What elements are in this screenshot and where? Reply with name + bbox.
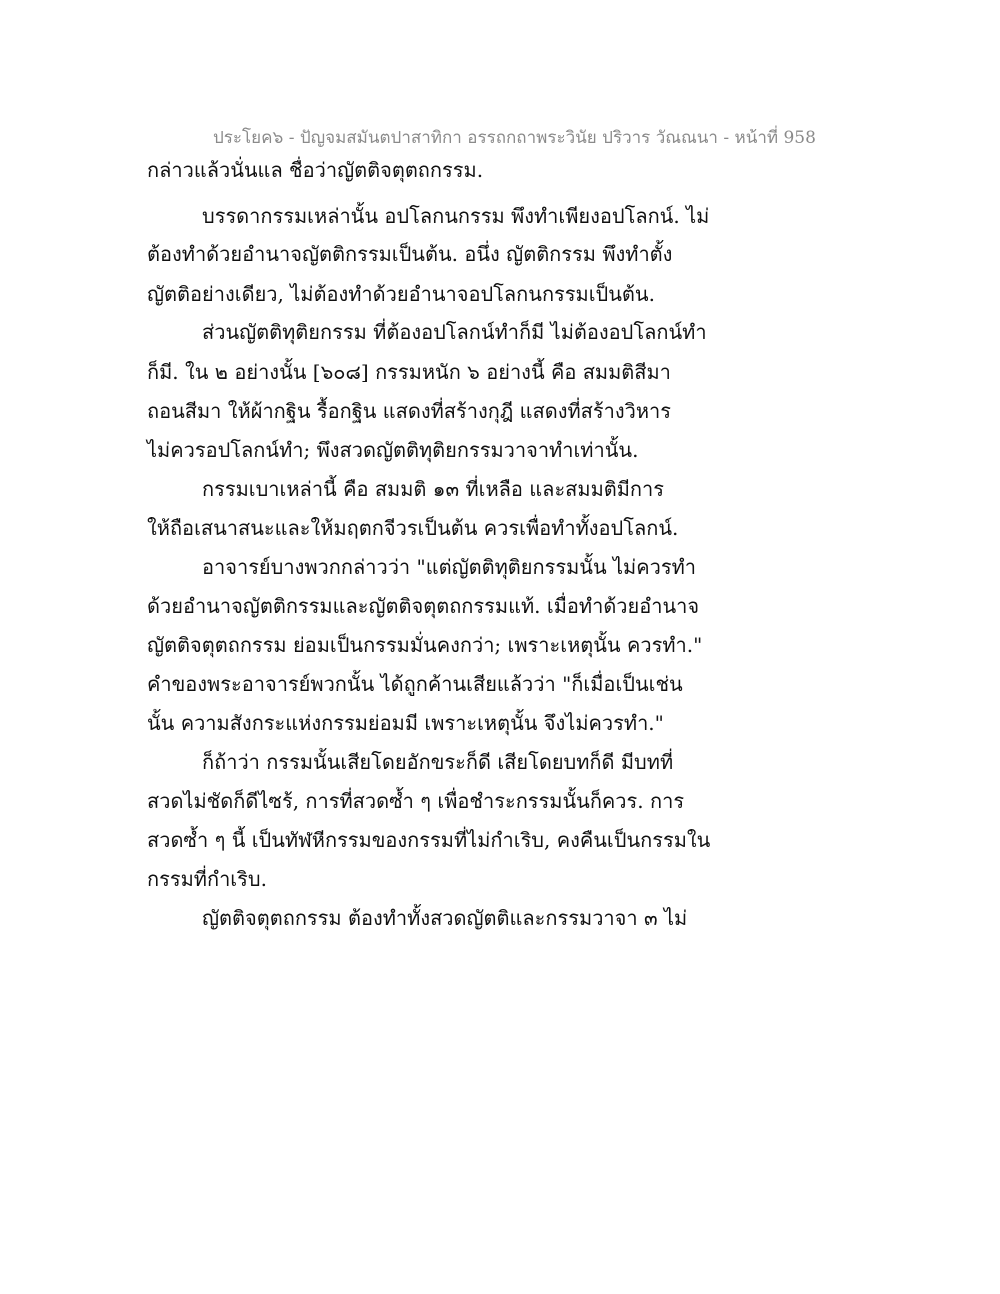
text-line: กล่าวแล้วนั่นแล ชื่อว่าญัตติจตุตถกรรม. <box>147 158 484 182</box>
text-line: ต้องทำด้วยอำนาจญัตติกรรมเป็นต้น. อนึ่ง ญัตติกรรม พึงทำตั้ง <box>147 242 673 266</box>
paragraph-first-line: บรรดากรรมเหล่านั้น อปโลกนกรรม พึงทำเพียงอปโลกน์. ไม่ <box>202 204 710 228</box>
text-line: กรรมที่กำเริบ. <box>147 867 267 891</box>
text-line: ก็มี. ใน ๒ อย่างนั้น [๖๐๘] กรรมหนัก ๖ อย่างนี้ คือ สมมติสีมา <box>147 360 671 384</box>
text-line: สวดซ้ำ ๆ นี้ เป็นทัฬหีกรรมของกรรมที่ไม่กำเริบ, คงคืนเป็นกรรมใน <box>147 828 711 852</box>
page-header: ประโยค๖ - ปัญจมสมันตปาสาทิกา อรรถกถาพระวินัย ปริวาร วัณณนา - หน้าที่ 958 <box>213 128 816 148</box>
paragraph-first-line: ญัตติจตุตถกรรม ต้องทำทั้งสวดญัตติและกรรมวาจา ๓ ไม่ <box>202 906 688 930</box>
text-line: ด้วยอำนาจญัตติกรรมและญัตติจตุตถกรรมแท้. เมื่อทำด้วยอำนาจ <box>147 594 700 618</box>
text-line: ให้ถือเสนาสนะและให้มฤตกจีวรเป็นต้น ควรเพื่อทำทั้งอปโลกน์. <box>147 516 679 540</box>
text-line: ญัตติอย่างเดียว, ไม่ต้องทำด้วยอำนาจอปโลกนกรรมเป็นต้น. <box>147 282 655 306</box>
text-line: ถอนสีมา ให้ผ้ากฐิน รื้อกฐิน แสดงที่สร้างกุฎี แสดงที่สร้างวิหาร <box>147 399 672 423</box>
text-line: ไม่ควรอปโลกน์ทำ; พึงสวดญัตติทุติยกรรมวาจาทำเท่านั้น. <box>147 438 639 462</box>
text-line: คำของพระอาจารย์พวกนั้น ได้ถูกค้านเสียแล้วว่า "ก็เมื่อเป็นเช่น <box>147 672 683 696</box>
paragraph-first-line: อาจารย์บางพวกกล่าวว่า "แต่ญัตติทุติยกรรมนั้น ไม่ควรทำ <box>202 555 696 579</box>
paragraph-first-line: ส่วนญัตติทุติยกรรม ที่ต้องอปโลกน์ทำก็มี ไม่ต้องอปโลกน์ทำ <box>202 320 707 344</box>
text-line: ญัตติจตุตถกรรม ย่อมเป็นกรรมมั่นคงกว่า; เพราะเหตุนั้น ควรทำ." <box>147 633 703 657</box>
paragraph-first-line: กรรมเบาเหล่านี้ คือ สมมติ ๑๓ ที่เหลือ และสมมติมีการ <box>202 477 665 501</box>
text-line: สวดไม่ชัดก็ดีไซร้, การที่สวดซ้ำ ๆ เพื่อชำระกรรมนั้นก็ควร. การ <box>147 789 685 813</box>
text-line: นั้น ความสังกระแห่งกรรมย่อมมี เพราะเหตุนั้น จึงไม่ควรทำ." <box>147 711 664 735</box>
paragraph-first-line: ก็ถ้าว่า กรรมนั้นเสียโดยอักขระก็ดี เสียโดยบทก็ดี มีบทที่ <box>202 750 674 774</box>
